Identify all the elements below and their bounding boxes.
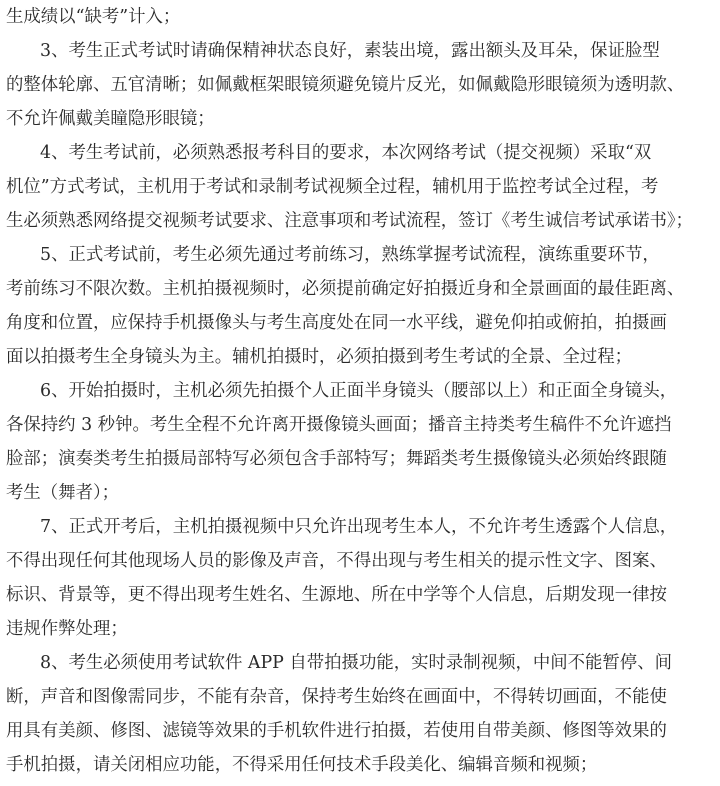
text-line: 5、正式考试前，考生必须先通过考前练习，熟练掌握考试流程，演练重要环节， [40, 245, 660, 265]
text-line: 脸部；演奏类考生拍摄局部特写必须包含手部特写；舞蹈类考生摄像镜头必须始终跟随 [6, 449, 667, 469]
text-line: 6、开始拍摄时，主机必须先拍摄个人正面半身镜头（腰部以上）和正面全身镜头， [40, 381, 678, 401]
text-line: 生成绩以“缺考”计入； [6, 7, 181, 27]
text-line: 考生（舞者）； [6, 483, 120, 503]
text-line: 机位”方式考试，主机用于考试和录制考试视频全过程，辅机用于监控考试全过程，考 [6, 177, 659, 197]
text-line: 的整体轮廓、五官清晰；如佩戴框架眼镜须避免镜片反光，如佩戴隐形眼镜须为透明款、 [6, 75, 685, 95]
text-line: 生必须熟悉网络提交视频考试要求、注意事项和考试流程，签订《考生诚信考试承诺书》； [6, 211, 693, 231]
text-line: 不允许佩戴美瞳隐形眼镜； [6, 109, 215, 129]
text-line: 各保持约 3 秒钟。考生全程不允许离开摄像镜头画面；播音主持类考生稿件不允许遮挡 [6, 415, 672, 435]
text-line: 不得出现任何其他现场人员的影像及声音，不得出现与考生相关的提示性文字、图案、 [6, 551, 667, 571]
text-line: 4、考生考试前，必须熟悉报考科目的要求，本次网络考试（提交视频）采取“双 [40, 143, 652, 163]
text-line: 面以拍摄考生全身镜头为主。辅机拍摄时，必须拍摄到考生考试的全景、全过程； [6, 347, 633, 367]
text-line: 8、考生必须使用考试软件 APP 自带拍摄功能，实时录制视频，中间不能暂停、间 [40, 653, 672, 673]
text-line: 违规作弊处理； [6, 619, 128, 639]
text-line: 考前练习不限次数。主机拍摄视频时，必须提前确定好拍摄近身和全景画面的最佳距离、 [6, 279, 685, 299]
text-line: 3、考生正式考试时请确保精神状态良好，素装出境，露出额头及耳朵，保证脸型 [40, 41, 660, 61]
text-line: 断，声音和图像需同步，不能有杂音，保持考生始终在画面中，不得转切画面，不能使 [6, 687, 667, 707]
text-line: 角度和位置，应保持手机摄像头与考生高度处在同一水平线，避免仰拍或俯拍，拍摄画 [6, 313, 667, 333]
text-line: 标识、背景等，更不得出现考生姓名、生源地、所在中学等个人信息，后期发现一律按 [6, 585, 667, 605]
text-line: 手机拍摄，请关闭相应功能，不得采用任何技术手段美化、编辑音频和视频； [6, 755, 598, 775]
text-line: 7、正式开考后，主机拍摄视频中只允许出现考生本人，不允许考生透露个人信息， [40, 517, 678, 537]
text-line: 用具有美颜、修图、滤镜等效果的手机软件进行拍摄，若使用自带美颜、修图等效果的 [6, 721, 667, 741]
